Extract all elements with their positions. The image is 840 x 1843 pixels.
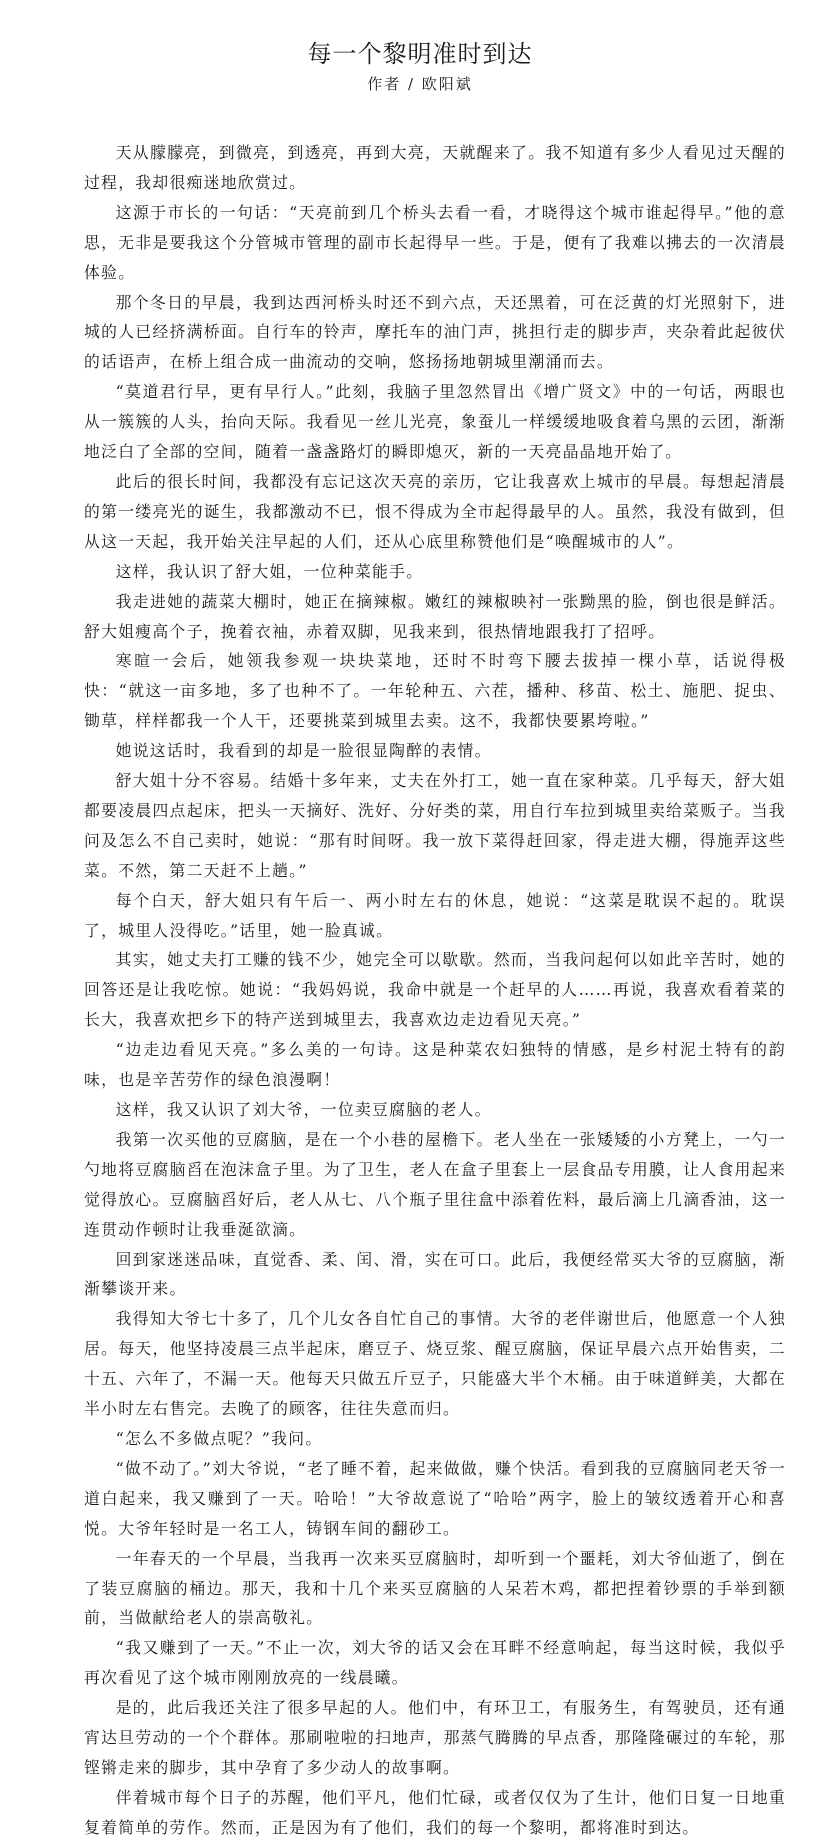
article-paragraph: 这源于市长的一句话：“天亮前到几个桥头去看一看，才晓得这个城市谁起得早。”他的意思，无非是要我这个分管城市管理的副市长起得早一些。于是，便有了我难以拂去的一次清晨体验。 [84, 202, 786, 282]
article-paragraph: 伴着城市每个日子的苏醒，他们平凡，他们忙碌，或者仅仅为了生计，他们日复一日地重复着简单的劳作。然而，正是因为有了他们，我们的每一个黎明，都将准时到达。 [84, 1787, 786, 1837]
article-paragraph: 回到家迷迷品味，直觉香、柔、闰、滑，实在可口。此后，我便经常买大爷的豆腐脑，渐渐攀谈开来。 [84, 1249, 786, 1299]
article-paragraph: 她说这话时，我看到的却是一脸很显陶醉的表情。 [115, 741, 492, 761]
article-body [84, 138, 786, 1843]
article-paragraph: 天从朦朦亮，到微亮，到透亮，再到大亮，天就醒来了。我不知道有多少人看见过天醒的过程，我却很痴迷地欣赏过。 [84, 143, 786, 192]
article-paragraph: 舒大姐十分不容易。结婚十多年来，丈夫在外打工，她一直在家种菜。几乎每天，舒大姐都要凌晨四点起床，把头一天摘好、洗好、分好类的菜，用自行车拉到城里卖给菜贩子。当我问及怎么不自己卖时，她说：“那有时间呀。我一放下菜得赶回家，得走进大棚，得施弄这些菜。不然，第二天赶不上趟。” [84, 771, 786, 880]
article-paragraph: 是的，此后我还关注了很多早起的人。他们中，有环卫工，有服务生，有驾驶员，还有通宵达旦劳动的一个个群体。那刷啦啦的扫地声，那蒸气腾腾的早点香，那隆隆碾过的车轮，那铿锵走来的脚步，其中孕育了多少动人的故事啊。 [84, 1698, 786, 1777]
article-paragraph: 每个白天，舒大姐只有午后一、两小时左右的休息，她说：“这菜是耽误不起的。耽误了，城里人没得吃。”话里，她一脸真诚。 [84, 890, 786, 940]
article-paragraph: “怎么不多做点呢？”我问。 [115, 1428, 323, 1448]
article-paragraph: 我第一次买他的豆腐脑，是在一个小巷的屋檐下。老人坐在一张矮矮的小方凳上，一勺一勺地将豆腐脑舀在泡沫盒子里。为了卫生，老人在盒子里套上一层食品专用膜，让人食用起来觉得放心。豆腐脑舀好后，老人从七、八个瓶子里往盒中添着佐料，最后滴上几滴香油，这一连贯动作顿时让我垂涎欲滴。 [84, 1129, 786, 1239]
article-paragraph: 此后的很长时间，我都没有忘记这次天亮的亲历，它让我喜欢上城市的早晨。每想起清晨的第一缕亮光的诞生，我都激动不已，恨不得成为全市起得最早的人。虽然，我没有做到，但从这一天起，我开始关注早起的人们，还从心底里称赞他们是“唤醒城市的人”。 [84, 471, 786, 551]
article-paragraph: 一年春天的一个早晨，当我再一次来买豆腐脑时，却听到一个噩耗，刘大爷仙逝了，倒在了装豆腐脑的桶边。那天，我和十几个来买豆腐脑的人呆若木鸡，都把捏着钞票的手举到额前，当做献给老人的崇高敬礼。 [84, 1548, 786, 1628]
article-paragraph: “做不动了。”刘大爷说，“老了睡不着，起来做做，赚个快活。看到我的豆腐脑同老天爷一道白起来，我又赚到了一天。哈哈！”大爷故意说了“哈哈”两字，脸上的皱纹透着开心和喜悦。大爷年轻时是一名工人，铸钢车间的翻砂工。 [84, 1458, 786, 1538]
article-paragraph: 这样，我又认识了刘大爷，一位卖豆腐脑的老人。 [115, 1100, 492, 1119]
article-paragraph: “我又赚到了一天。”不止一次，刘大爷的话又会在耳畔不经意响起，每当这时候，我似乎再次看见了这个城市刚刚放亮的一线晨曦。 [84, 1638, 786, 1688]
article-paragraph: 这样，我认识了舒大姐，一位种菜能手。 [115, 561, 424, 581]
article-paragraph: “莫道君行早，更有早行人。”此刻，我脑子里忽然冒出《增广贤文》中的一句话，两眼也从一簇簇的人头，抬向天际。我看见一丝儿光亮，象蚕儿一样缓缓地吸食着乌黑的云团，渐渐地泛白了全部的空间，随着一盏盏路灯的瞬即熄灭，新的一天亮晶晶地开始了。 [84, 382, 786, 462]
article-paragraph: 其实，她丈夫打工赚的钱不少，她完全可以歇歇。然而，当我问起何以如此辛苦时，她的回答还是让我吃惊。她说：“我妈妈说，我命中就是一个赶早的人……再说，我喜欢看着菜的长大，我喜欢把乡下的特产送到城里去，我喜欢边走边看见天亮。” [84, 950, 786, 1030]
article-paragraph: “边走边看见天亮。”多么美的一句诗。这是种菜农妇独特的情感，是乡村泥土特有的韵味，也是辛苦劳作的绿色浪漫啊！ [84, 1040, 786, 1090]
article-paragraph: 寒暄一会后，她领我参观一块块菜地，还时不时弯下腰去拔掉一棵小草，话说得极快：“就这一亩多地，多了也种不了。一年轮种五、六茬，播种、移苗、松土、施肥、捉虫、锄草，样样都我一个人干，还要挑菜到城里去卖。这不，我都快要累垮啦。” [84, 651, 786, 731]
article-title: 每一个黎明准时到达 [307, 40, 533, 68]
article-paragraph: 那个冬日的早晨，我到达西河桥头时还不到六点，天还黑着，可在泛黄的灯光照射下，进城的人已经挤满桥面。自行车的铃声，摩托车的油门声，挑担行走的脚步声，夹杂着此起彼伏的话语声，在桥上组合成一曲流动的交响，悠扬扬地朝城里潮涌而去。 [84, 292, 786, 372]
article-paragraph: 我得知大爷七十多了，几个儿女各自忙自己的事情。大爷的老伴谢世后，他愿意一个人独居。每天，他坚持凌晨三点半起床，磨豆子、烧豆浆、醒豆腐脑，保证早晨六点开始售卖，二十五、六年了，不漏一天。他每天只做五斤豆子，只能盛大半个木桶。由于味道鲜美，大都在半小时左右售完。去晚了的顾客，往往失意而归。 [84, 1309, 786, 1419]
article-byline: 作者 / 欧阳斌 [367, 75, 473, 93]
article-paragraph: 我走进她的蔬菜大棚时，她正在摘辣椒。嫩红的辣椒映衬一张黝黑的脸，倒也很是鲜活。舒大姐瘦高个子，挽着衣袖，赤着双脚，见我来到，很热情地跟我打了招呼。 [84, 591, 786, 641]
